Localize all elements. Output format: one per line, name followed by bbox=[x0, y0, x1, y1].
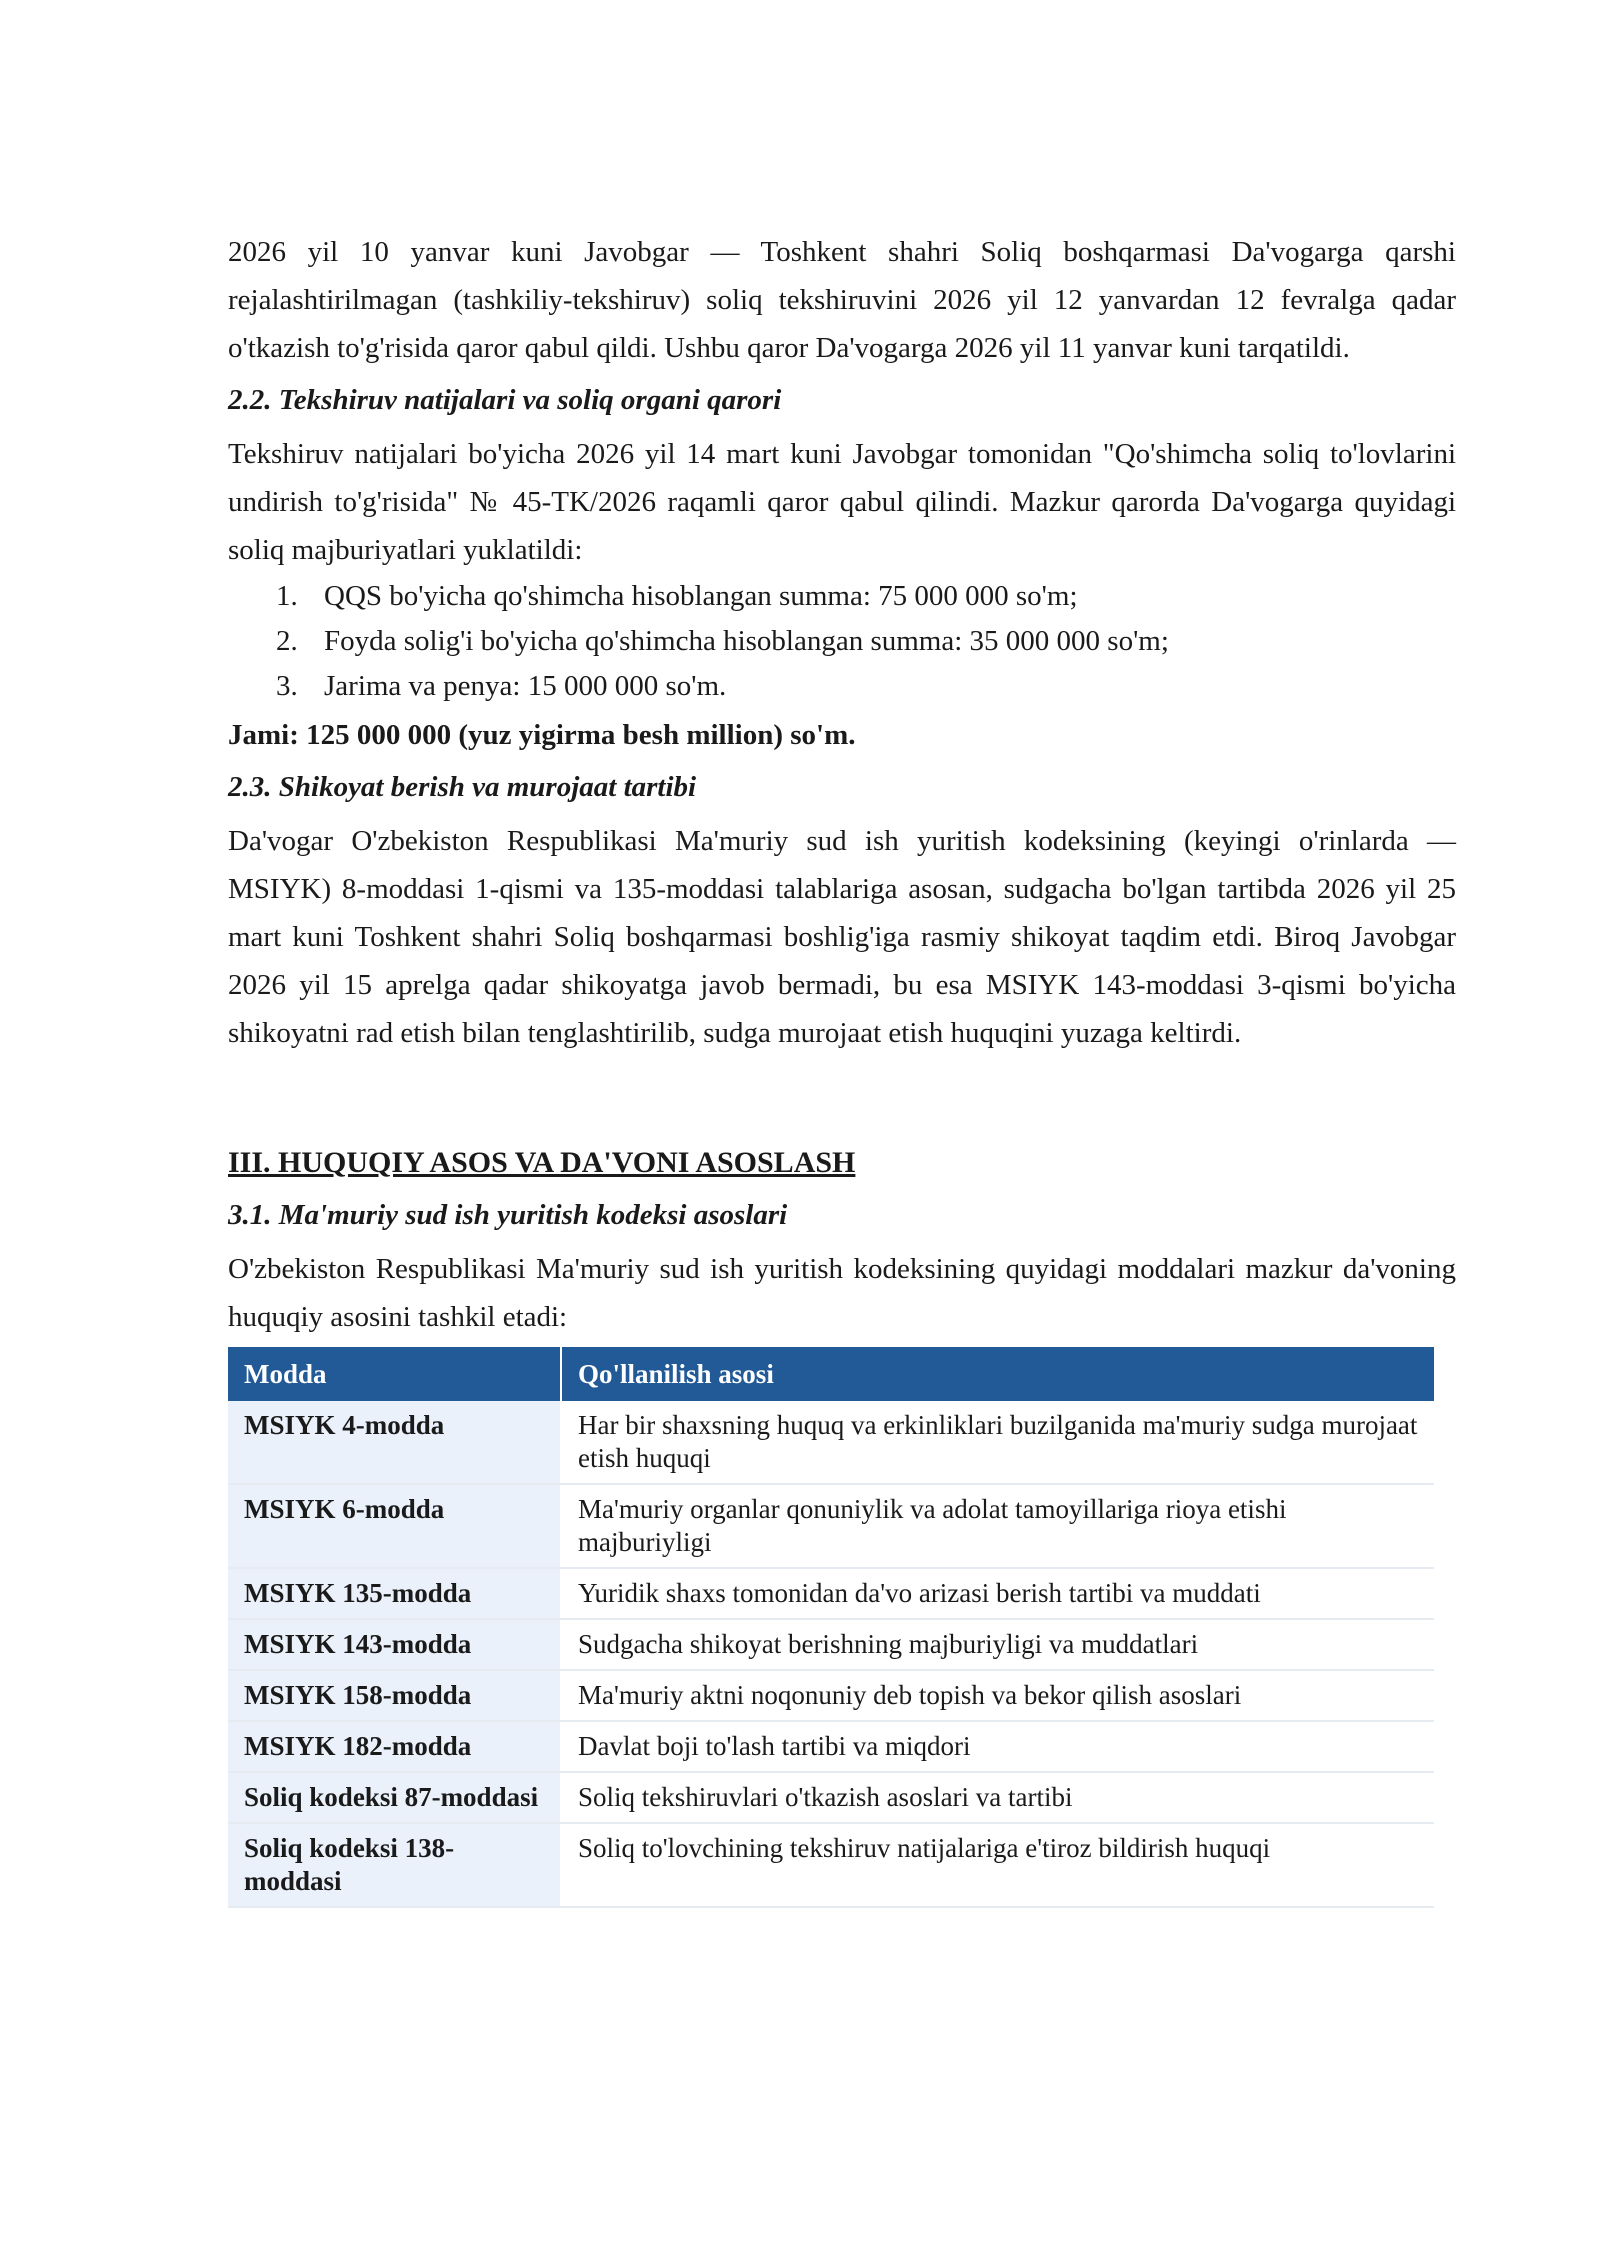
table-cell-article: MSIYK 158-modda bbox=[228, 1670, 561, 1721]
list-item-number: 2. bbox=[276, 625, 298, 657]
list-item-text: QQS bo'yicha qo'shimcha hisoblangan summa: 75 000 000 so'm; bbox=[324, 580, 1078, 612]
table-row bbox=[228, 1670, 1434, 1721]
paragraph-legal-basis: O'zbekiston Respublikasi Ma'muriy sud ish yuritish kodeksining quyidagi moddalari mazkur da'voning huquqiy asosini tashkil etadi: bbox=[228, 1253, 1456, 1333]
table-row bbox=[228, 1401, 1434, 1484]
table-cell-basis: Davlat boji to'lash tartibi va miqdori bbox=[561, 1721, 1434, 1772]
table-header-cell: Qo'llanilish asosi bbox=[561, 1347, 1434, 1401]
table-header-cell: Modda bbox=[228, 1347, 561, 1401]
list-item-number: 3. bbox=[276, 670, 298, 702]
paragraph-complaint: Da'vogar O'zbekiston Respublikasi Ma'muriy sud ish yuritish kodeksining (keyingi o'rinlarda — MSIYK) 8-moddasi 1-qismi va 135-moddasi talablariga asosan, sudgacha bo'lgan tartibda 2026 yil 25 mart kuni Toshkent shahri Soliq boshqarmasi boshlig'iga rasmiy shikoyat taqdim etdi. Biroq Javobgar 2026 yil 15 aprelga qadar shikoyatga javob bermadi, bu esa MSIYK 143-moddasi 3-qismi bo'yicha shikoyatni rad etish bilan tenglashtirilib, sudga murojaat etish huquqini yuzaga keltirdi. bbox=[228, 825, 1456, 1049]
subheading-2-2: 2.2. Tekshiruv natijalari va soliq organi qarori bbox=[228, 384, 782, 416]
table-cell-basis: Sudgacha shikoyat berishning majburiyligi va muddatlari bbox=[561, 1619, 1434, 1670]
table-row bbox=[228, 1823, 1434, 1907]
table-header-row bbox=[228, 1347, 1434, 1401]
list-item bbox=[276, 574, 1456, 619]
subheading-3-1: 3.1. Ma'muriy sud ish yuritish kodeksi asoslari bbox=[228, 1199, 788, 1231]
table-cell-basis: Yuridik shaxs tomonidan da'vo arizasi berish tartibi va muddati bbox=[561, 1568, 1434, 1619]
table-row bbox=[228, 1772, 1434, 1823]
legal-basis-table bbox=[228, 1347, 1434, 1908]
table-cell-article: MSIYK 135-modda bbox=[228, 1568, 561, 1619]
paragraph-inspection-results: Tekshiruv natijalari bo'yicha 2026 yil 14 mart kuni Javobgar tomonidan "Qo'shimcha soliq to'lovlarini undirish to'g'risida" № 45-TK/2026 raqamli qaror qabul qilindi. Mazkur qarorda Da'vogarga quyidagi soliq majburiyatlari yuklatildi: bbox=[228, 438, 1456, 566]
table-cell-article: Soliq kodeksi 87-moddasi bbox=[228, 1772, 561, 1823]
subheading-2-3: 2.3. Shikoyat berish va murojaat tartibi bbox=[228, 771, 697, 803]
total-amount: Jami: 125 000 000 (yuz yigirma besh million) so'm. bbox=[228, 719, 856, 751]
document-body bbox=[228, 228, 1456, 1908]
paragraph-inspection-order: 2026 yil 10 yanvar kuni Javobgar — Toshkent shahri Soliq boshqarmasi Da'vogarga qarshi rejalashtirilmagan (tashkiliy-tekshiruv) soliq tekshiruvini 2026 yil 12 yanvardan 12 fevralga qadar o'tkazish to'g'risida qaror qabul qildi. Ushbu qaror Da'vogarga 2026 yil 11 yanvar kuni tarqatildi. bbox=[228, 236, 1456, 364]
table-cell-basis: Ma'muriy aktni noqonuniy deb topish va bekor qilish asoslari bbox=[561, 1670, 1434, 1721]
table-cell-basis: Soliq tekshiruvlari o'tkazish asoslari va tartibi bbox=[561, 1772, 1434, 1823]
table-row bbox=[228, 1568, 1434, 1619]
list-item-number: 1. bbox=[276, 580, 298, 612]
table-row bbox=[228, 1721, 1434, 1772]
table-cell-article: MSIYK 182-modda bbox=[228, 1721, 561, 1772]
table-row bbox=[228, 1484, 1434, 1568]
list-item bbox=[276, 619, 1456, 664]
table-cell-article: MSIYK 6-modda bbox=[228, 1484, 561, 1568]
table-cell-basis: Ma'muriy organlar qonuniylik va adolat tamoyillariga rioya etishi majburiyligi bbox=[561, 1484, 1434, 1568]
table-row bbox=[228, 1619, 1434, 1670]
list-item bbox=[276, 664, 1456, 709]
section-heading-3: III. HUQUQIY ASOS VA DA'VONI ASOSLASH bbox=[228, 1146, 856, 1179]
table-cell-basis: Soliq to'lovchining tekshiruv natijalariga e'tiroz bildirish huquqi bbox=[561, 1823, 1434, 1907]
table-cell-article: MSIYK 143-modda bbox=[228, 1619, 561, 1670]
tax-obligations-list bbox=[228, 574, 1456, 709]
table-cell-article: MSIYK 4-modda bbox=[228, 1401, 561, 1484]
list-item-text: Foyda solig'i bo'yicha qo'shimcha hisoblangan summa: 35 000 000 so'm; bbox=[324, 625, 1169, 657]
list-item-text: Jarima va penya: 15 000 000 so'm. bbox=[324, 670, 727, 702]
table-cell-basis: Har bir shaxsning huquq va erkinliklari buzilganida ma'muriy sudga murojaat etish huquqi bbox=[561, 1401, 1434, 1484]
table-cell-article: Soliq kodeksi 138-moddasi bbox=[228, 1823, 561, 1907]
